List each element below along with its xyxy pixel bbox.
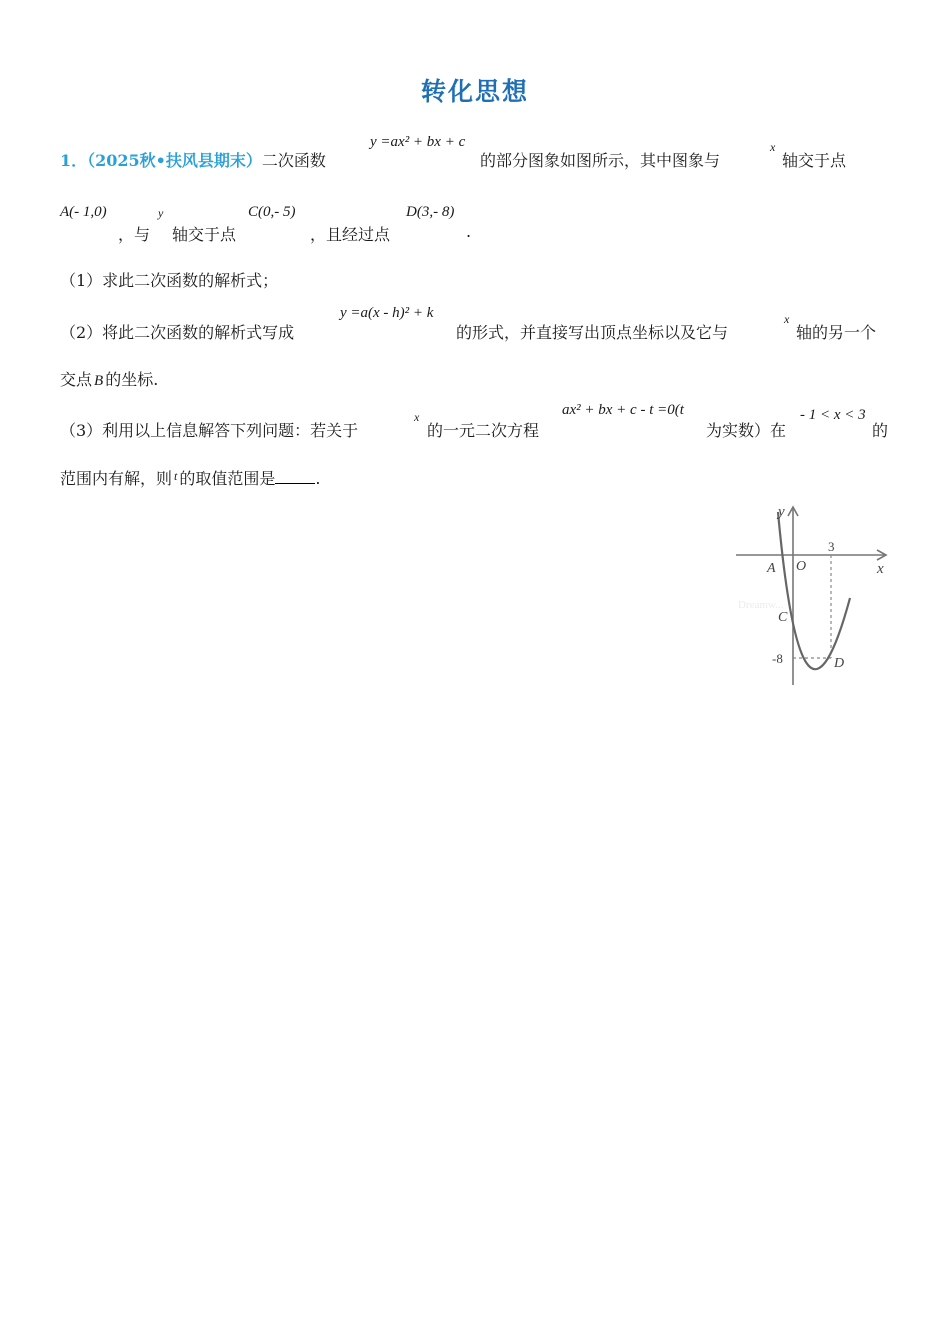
point-d: D(3,- 8) [406, 204, 455, 220]
part-3-text: （3）利用以上信息解答下列问题：若关于 [60, 421, 359, 440]
part-3-text: 的 [872, 421, 889, 440]
part-2-text: 的形式，并直接写出顶点坐标以及它与 [456, 323, 729, 342]
range: - 1 < x < 3 [800, 407, 866, 423]
label-a: A [767, 561, 776, 576]
page-title: 转化思想 [420, 77, 529, 106]
answer-blank[interactable] [275, 469, 315, 484]
part-2-text: （2）将此二次函数的解析式写成 [60, 323, 295, 342]
problem-line-1 [60, 148, 326, 171]
part-3-line-2 [60, 466, 320, 489]
part-2-text: 的坐标. [105, 370, 159, 389]
part-2-text: 交点 [60, 370, 93, 389]
label-x: x [877, 561, 884, 577]
part-3-text: . [315, 469, 321, 488]
problem-text: ，且经过点 [310, 225, 391, 244]
problem-text: 轴交于点 [172, 225, 237, 244]
parabola-curve [778, 512, 850, 669]
formula-quadratic: y =ax² + bx + c [370, 134, 466, 150]
problem-source: （2025秋•扶风县期末） [87, 151, 262, 170]
var-t: t [174, 469, 178, 483]
var-b: B [94, 373, 104, 389]
label-c: C [778, 610, 788, 625]
label-d: D [834, 656, 845, 671]
var-y: y [158, 206, 164, 220]
problem-text: . [466, 222, 472, 241]
var-x: x [784, 312, 790, 326]
watermark: Dreamw... [738, 599, 784, 611]
part-3-text: 的取值范围是 [179, 469, 276, 488]
var-x: x [414, 410, 420, 424]
tick-3: 3 [828, 539, 835, 554]
parabola-figure [730, 500, 900, 690]
part-3-text: 为实数）在 [706, 421, 787, 440]
equation: ax² + bx + c - t =0(t [562, 402, 684, 418]
tick-neg8: -8 [772, 651, 783, 666]
var-x: x [770, 140, 776, 154]
part-2-text: 轴的另一个 [796, 323, 877, 342]
formula-vertex: y =a(x - h)² + k [340, 305, 434, 321]
part-3-text: 范围内有解，则 [60, 469, 173, 488]
problem-text: 轴交于点 [782, 151, 847, 170]
problem-text: 二次函数 [261, 151, 326, 170]
point-a: A(- 1,0) [60, 204, 107, 220]
part-3-text: 的一元二次方程 [427, 421, 540, 440]
part-2-line-2 [60, 367, 158, 390]
label-o: O [796, 559, 807, 574]
part-1: （1）求此二次函数的解析式； [60, 271, 279, 290]
problem-number: 1． [60, 151, 88, 170]
point-c: C(0,- 5) [248, 204, 296, 220]
problem-text: 的部分图象如图所示，其中图象与 [480, 151, 721, 170]
label-y: y [778, 504, 785, 520]
problem-text: ，与 [118, 225, 151, 244]
